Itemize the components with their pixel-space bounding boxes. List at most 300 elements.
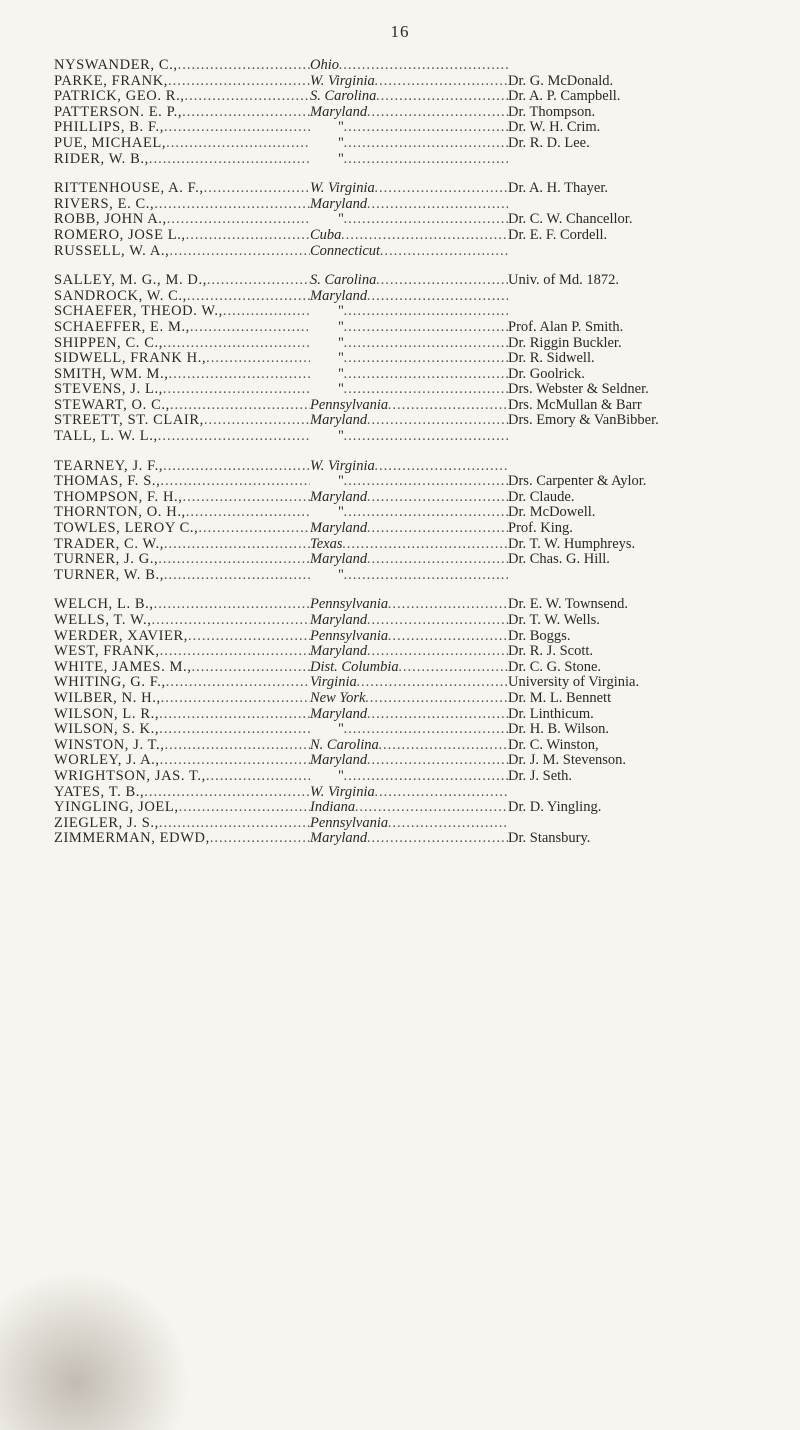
student-name-cell [54, 136, 310, 152]
student-state: " [338, 335, 344, 351]
student-name-cell [54, 228, 310, 244]
student-state: Maryland [310, 706, 368, 722]
entry-group [54, 459, 794, 584]
student-name: THOMAS, F. S., [54, 474, 161, 490]
preceptor-cell [508, 800, 794, 816]
student-state: Dist. Columbia [310, 659, 399, 675]
student-entry [54, 738, 794, 754]
student-state: W. Virginia [310, 181, 375, 197]
student-name: WERDER, XAVIER, [54, 628, 188, 644]
student-entry [54, 474, 794, 490]
student-name-cell [54, 244, 310, 260]
preceptor: Dr. D. Yingling. [508, 800, 602, 816]
student-entry [54, 228, 794, 244]
preceptor-cell [508, 120, 794, 136]
state-cell [310, 552, 508, 568]
entry-group [54, 597, 794, 847]
student-entry [54, 58, 794, 74]
student-name-cell [54, 816, 310, 832]
student-state: " [338, 120, 344, 136]
preceptor-cell [508, 413, 794, 429]
student-state: " [338, 135, 344, 151]
student-name: SMITH, WM. M., [54, 366, 169, 382]
student-name-cell [54, 753, 310, 769]
state-cell [310, 58, 508, 74]
student-entry [54, 197, 794, 213]
student-entry [54, 181, 794, 197]
student-name: WINSTON, J. T., [54, 737, 165, 753]
preceptor-cell [508, 738, 794, 754]
student-entry [54, 152, 794, 168]
student-entry [54, 74, 794, 90]
preceptor: Dr. M. L. Bennett [508, 690, 612, 706]
preceptor-cell [508, 597, 794, 613]
student-entry [54, 831, 794, 847]
student-name-cell [54, 273, 310, 289]
student-name-cell [54, 785, 310, 801]
student-state: Maryland [310, 196, 368, 212]
student-name: WRIGHTSON, JAS. T., [54, 768, 206, 784]
student-name-cell [54, 74, 310, 90]
student-state: Connecticut [310, 243, 381, 259]
student-name: SIDWELL, FRANK H., [54, 351, 207, 367]
preceptor: Dr. Thompson. [508, 104, 596, 120]
preceptor-cell [508, 613, 794, 629]
entry-group [54, 181, 794, 259]
student-name-cell [54, 505, 310, 521]
student-entry [54, 597, 794, 613]
state-cell [310, 722, 508, 738]
student-name-cell [54, 831, 310, 847]
student-name-cell [54, 429, 310, 445]
state-cell [310, 273, 508, 289]
state-cell [310, 212, 508, 228]
state-cell [310, 228, 508, 244]
preceptor: Prof. Alan P. Smith. [508, 319, 624, 335]
student-state: " [338, 382, 344, 398]
student-entry [54, 707, 794, 723]
student-name-cell [54, 537, 310, 553]
student-state: Maryland [310, 613, 368, 628]
student-name-cell [54, 722, 310, 738]
preceptor: Dr. E. F. Cordell. [508, 227, 608, 243]
student-state: Maryland [310, 521, 368, 537]
preceptor: Dr. McDowell. [508, 505, 596, 521]
student-name: PARKE, FRANK, [54, 73, 169, 89]
student-name: WILBER, N. H., [54, 690, 161, 706]
preceptor-cell [508, 521, 794, 537]
student-entry [54, 552, 794, 568]
student-name: WELLS, T. W., [54, 613, 152, 628]
preceptor: Drs. Webster & Seldner. [508, 382, 649, 398]
student-entry [54, 244, 794, 260]
page-number: 16 [390, 22, 410, 41]
student-entry [54, 613, 794, 629]
state-cell [310, 505, 508, 521]
page-stain [0, 1270, 190, 1430]
student-entry [54, 537, 794, 553]
state-cell [310, 521, 508, 537]
entry-group [54, 58, 794, 167]
student-entry [54, 273, 794, 289]
student-name: TURNER, J. G., [54, 552, 159, 568]
preceptor: Dr. Stansbury. [508, 831, 591, 847]
preceptor-cell [508, 660, 794, 676]
student-state: " [338, 567, 344, 583]
preceptor: University of Virginia. [508, 675, 640, 691]
student-state: " [338, 768, 344, 784]
preceptor: Dr. R. D. Lee. [508, 135, 590, 151]
state-cell [310, 490, 508, 506]
student-name-cell [54, 120, 310, 136]
student-name: TOWLES, LEROY C., [54, 521, 199, 537]
preceptor-cell [508, 105, 794, 121]
student-entry [54, 382, 794, 398]
student-name-cell [54, 413, 310, 429]
preceptor-cell [508, 89, 794, 105]
state-cell [310, 629, 508, 645]
state-cell [310, 382, 508, 398]
student-name-cell [54, 675, 310, 691]
student-state: " [338, 304, 344, 320]
student-name-cell [54, 800, 310, 816]
student-state: W. Virginia [310, 73, 375, 89]
state-cell [310, 89, 508, 105]
student-state: Maryland [310, 288, 368, 304]
student-name: SALLEY, M. G., M. D., [54, 273, 207, 289]
student-name: WILSON, S. K., [54, 722, 160, 738]
student-entry [54, 691, 794, 707]
student-entry [54, 289, 794, 305]
preceptor-cell [508, 505, 794, 521]
student-state: Maryland [310, 104, 368, 120]
student-name-cell [54, 336, 310, 352]
student-state: Maryland [310, 413, 368, 429]
student-state: Virginia [310, 675, 357, 691]
student-name-cell [54, 521, 310, 537]
state-cell [310, 660, 508, 676]
student-entry [54, 521, 794, 537]
student-name: RIDER, W. B., [54, 151, 149, 167]
preceptor-cell [508, 181, 794, 197]
student-name-cell [54, 568, 310, 584]
student-state: Maryland [310, 831, 368, 847]
preceptor: Dr. A. P. Campbell. [508, 89, 621, 105]
preceptor-cell [508, 474, 794, 490]
student-entry [54, 505, 794, 521]
student-state: W. Virginia [310, 784, 375, 800]
state-cell [310, 152, 508, 168]
student-entry [54, 304, 794, 320]
student-name: ZIMMERMAN, EDWD, [54, 831, 210, 847]
student-entry [54, 351, 794, 367]
preceptor-cell [508, 367, 794, 383]
student-state: Pennsylvania [310, 397, 389, 413]
preceptor: Dr. J. M. Stevenson. [508, 753, 627, 769]
state-cell [310, 413, 508, 429]
student-entry [54, 660, 794, 676]
student-name-cell [54, 152, 310, 168]
student-name: WHITING, G. F., [54, 675, 166, 691]
state-cell [310, 429, 508, 445]
student-entry [54, 644, 794, 660]
student-name: TALL, L. W. L., [54, 429, 158, 445]
student-state: S. Carolina [310, 89, 377, 105]
student-state: " [338, 366, 344, 382]
student-state: " [338, 151, 344, 167]
student-entry [54, 89, 794, 105]
student-name-cell [54, 613, 310, 629]
state-cell [310, 568, 508, 584]
student-name-cell [54, 304, 310, 320]
student-entry [54, 629, 794, 645]
state-cell [310, 785, 508, 801]
student-entry [54, 320, 794, 336]
student-name: PUE, MICHAEL, [54, 135, 167, 151]
preceptor: Dr. Linthicum. [508, 706, 594, 722]
student-name-cell [54, 769, 310, 785]
preceptor: Dr. G. McDonald. [508, 73, 614, 89]
preceptor: Dr. Goolrick. [508, 366, 585, 382]
state-cell [310, 351, 508, 367]
state-cell [310, 244, 508, 260]
student-name-cell [54, 58, 310, 74]
student-state: Ohio [310, 58, 339, 73]
state-cell [310, 105, 508, 121]
state-cell [310, 597, 508, 613]
preceptor-cell [508, 675, 794, 691]
student-name-cell [54, 382, 310, 398]
preceptor-cell [508, 753, 794, 769]
student-name: WORLEY, J. A., [54, 753, 160, 769]
preceptor: Drs. McMullan & Barr [508, 397, 642, 413]
student-entry [54, 429, 794, 445]
student-state: Texas [310, 536, 343, 552]
preceptor: Dr. Boggs. [508, 628, 571, 644]
student-entry [54, 490, 794, 506]
state-cell [310, 136, 508, 152]
student-name: STREETT, ST. CLAIR, [54, 413, 204, 429]
student-name-cell [54, 320, 310, 336]
preceptor-cell [508, 769, 794, 785]
student-name-cell [54, 89, 310, 105]
preceptor-cell [508, 382, 794, 398]
student-state: Cuba [310, 227, 342, 243]
entry-group [54, 273, 794, 445]
student-name: TEARNEY, J. F., [54, 458, 164, 474]
state-cell [310, 336, 508, 352]
student-name-cell [54, 552, 310, 568]
preceptor-cell [508, 136, 794, 152]
student-name: RIVERS, E. C., [54, 196, 155, 212]
preceptor-cell [508, 691, 794, 707]
student-name-cell [54, 629, 310, 645]
student-state: " [338, 212, 344, 228]
preceptor-cell [508, 398, 794, 414]
student-name: ZIEGLER, J. S., [54, 815, 159, 831]
preceptor: Dr. W. H. Crim. [508, 120, 601, 136]
preceptor: Dr. C. W. Chancellor. [508, 212, 633, 228]
student-name-cell [54, 398, 310, 414]
student-name-cell [54, 459, 310, 475]
preceptor: Prof. King. [508, 521, 573, 537]
state-cell [310, 707, 508, 723]
student-state: N. Carolina [310, 737, 379, 753]
state-cell [310, 675, 508, 691]
student-name-cell [54, 181, 310, 197]
state-cell [310, 320, 508, 336]
student-name: THOMPSON, F. H., [54, 489, 183, 505]
student-entry [54, 212, 794, 228]
student-state: Pennsylvania [310, 815, 389, 831]
student-name: WHITE, JAMES. M., [54, 659, 192, 675]
student-entry [54, 459, 794, 475]
student-name-cell [54, 660, 310, 676]
state-cell [310, 459, 508, 475]
student-name: SCHAEFFER, E. M., [54, 319, 190, 335]
state-cell [310, 738, 508, 754]
student-state: Maryland [310, 489, 368, 505]
student-name: WILSON, L. R., [54, 706, 160, 722]
student-name: TRADER, C. W., [54, 536, 164, 552]
student-entry [54, 800, 794, 816]
student-name: THORNTON, O. H., [54, 505, 186, 521]
student-entry [54, 120, 794, 136]
state-cell [310, 769, 508, 785]
preceptor: Drs. Carpenter & Aylor. [508, 474, 647, 490]
student-name-cell [54, 105, 310, 121]
state-cell [310, 644, 508, 660]
preceptor: Dr. A. H. Thayer. [508, 181, 609, 197]
student-name: RITTENHOUSE, A. F., [54, 181, 204, 197]
student-entry [54, 785, 794, 801]
state-cell [310, 398, 508, 414]
preceptor-cell [508, 320, 794, 336]
student-state: Pennsylvania [310, 597, 389, 613]
student-name: SCHAEFER, THEOD. W., [54, 304, 223, 320]
student-entry [54, 568, 794, 584]
state-cell [310, 753, 508, 769]
preceptor: Dr. E. W. Townsend. [508, 597, 628, 613]
state-cell [310, 367, 508, 383]
state-cell [310, 537, 508, 553]
student-entry [54, 136, 794, 152]
student-name: PATTERSON. E. P., [54, 104, 183, 120]
student-name: PHILLIPS, B. F., [54, 120, 164, 136]
preceptor-cell [508, 74, 794, 90]
student-name: ROBB, JOHN A., [54, 212, 167, 228]
student-name: SHIPPEN, C. C., [54, 335, 163, 351]
preceptor: Dr. Riggin Buckler. [508, 335, 622, 351]
preceptor: Dr. R. Sidwell. [508, 351, 595, 367]
student-name-cell [54, 490, 310, 506]
preceptor: Dr. C. G. Stone. [508, 659, 602, 675]
state-cell [310, 613, 508, 629]
student-entry [54, 816, 794, 832]
student-state: " [338, 722, 344, 738]
student-name-cell [54, 197, 310, 213]
state-cell [310, 816, 508, 832]
student-entry [54, 367, 794, 383]
preceptor-cell [508, 722, 794, 738]
preceptor: Univ. of Md. 1872. [508, 273, 620, 289]
state-cell [310, 197, 508, 213]
preceptor: Dr. Claude. [508, 489, 575, 505]
preceptor: Dr. R. J. Scott. [508, 644, 593, 660]
student-state: New York [310, 690, 366, 706]
state-cell [310, 474, 508, 490]
student-name-cell [54, 691, 310, 707]
student-name: TURNER, W. B., [54, 567, 164, 583]
preceptor: Dr. T. W. Wells. [508, 613, 600, 628]
preceptor: Dr. J. Seth. [508, 768, 573, 784]
student-entry [54, 753, 794, 769]
student-entry [54, 769, 794, 785]
student-state: " [338, 474, 344, 490]
student-name: YINGLING, JOEL, [54, 800, 179, 816]
student-name: STEWART, O. C., [54, 397, 170, 413]
state-cell [310, 74, 508, 90]
student-name: STEVENS, J. L., [54, 382, 163, 398]
student-name-cell [54, 597, 310, 613]
student-register [54, 58, 794, 861]
preceptor-cell [508, 537, 794, 553]
preceptor-cell [508, 228, 794, 244]
student-state: " [338, 505, 344, 521]
preceptor: Dr. T. W. Humphreys. [508, 536, 636, 552]
preceptor-cell [508, 644, 794, 660]
preceptor-cell [508, 552, 794, 568]
student-name: ROMERO, JOSE L., [54, 227, 186, 243]
state-cell [310, 800, 508, 816]
student-name: RUSSELL, W. A., [54, 243, 170, 259]
student-name-cell [54, 289, 310, 305]
student-entry [54, 722, 794, 738]
student-state: Maryland [310, 753, 368, 769]
preceptor-cell [508, 629, 794, 645]
preceptor-cell [508, 212, 794, 228]
state-cell [310, 304, 508, 320]
student-name: WEST, FRANK, [54, 644, 160, 660]
preceptor: Dr. C. Winston, [508, 737, 599, 753]
student-entry [54, 105, 794, 121]
state-cell [310, 691, 508, 707]
preceptor-cell [508, 336, 794, 352]
student-name-cell [54, 474, 310, 490]
student-name-cell [54, 367, 310, 383]
student-name-cell [54, 351, 310, 367]
student-name: SANDROCK, W. C., [54, 288, 187, 304]
preceptor-cell [508, 490, 794, 506]
student-state: Maryland [310, 552, 368, 568]
preceptor: Dr. Chas. G. Hill. [508, 552, 610, 568]
state-cell [310, 289, 508, 305]
student-name-cell [54, 212, 310, 228]
preceptor-cell [508, 707, 794, 723]
student-entry [54, 398, 794, 414]
state-cell [310, 831, 508, 847]
student-state: " [338, 351, 344, 367]
student-name: PATRICK, GEO. R., [54, 89, 185, 105]
student-entry [54, 413, 794, 429]
state-cell [310, 181, 508, 197]
student-name: NYSWANDER, C., [54, 58, 178, 73]
student-name-cell [54, 644, 310, 660]
student-state: " [338, 319, 344, 335]
student-name: YATES, T. B., [54, 784, 145, 800]
preceptor: Dr. H. B. Wilson. [508, 722, 610, 738]
student-name-cell [54, 738, 310, 754]
